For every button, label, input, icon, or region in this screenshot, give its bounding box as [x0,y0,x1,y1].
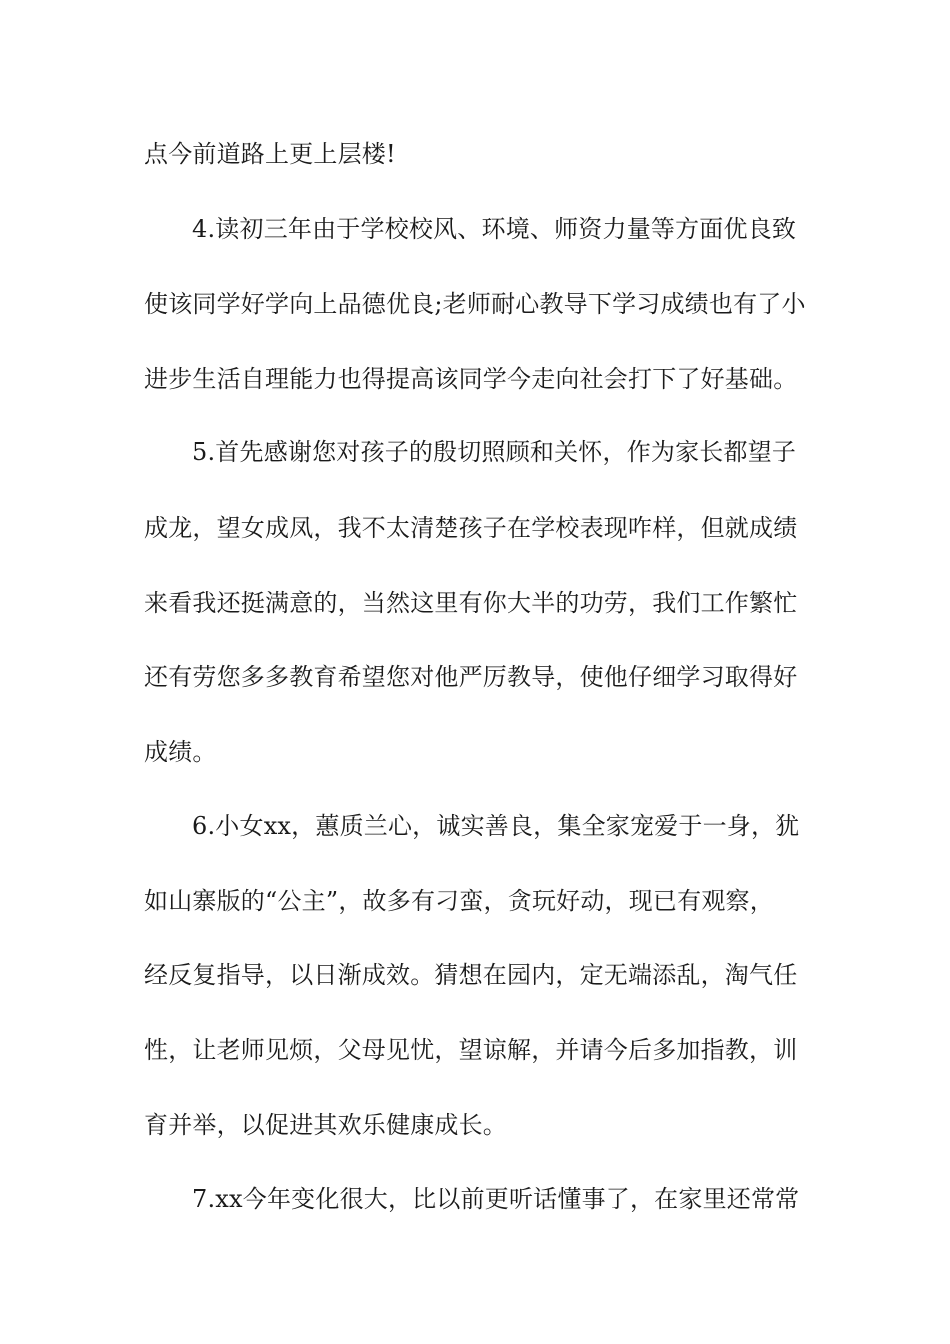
text-line-8: 还有劳您多多教育希望您对他严厉教导，使他仔细学习取得好 [144,663,798,691]
text-line-11: 如山寨版的“公主”，故多有刁蛮，贪玩好动，现已有观察， [144,887,774,915]
text-line-13: 性，让老师见烦，父母见忧，望谅解，并请今后多加指教，训 [144,1036,798,1064]
text-line-15: 7.xx今年变化很大，比以前更听话懂事了，在家里还常常 [192,1185,800,1213]
text-line-6: 成龙，望女成凤，我不太清楚孩子在学校表现咋样，但就成绩 [144,514,798,542]
text-line-3: 使该同学好学向上品德优良;老师耐心教导下学习成绩也有了小 [144,290,806,318]
text-line-7: 来看我还挺满意的，当然这里有你大半的功劳，我们工作繁忙 [144,589,798,617]
text-line-14: 育并举，以促进其欢乐健康成长。 [144,1111,507,1139]
text-line-12: 经反复指导，以日渐成效。猜想在园内，定无端添乱，淘气任 [144,961,798,989]
text-line-4: 进步生活自理能力也得提高该同学今走向社会打下了好基础。 [144,365,798,393]
text-line-10: 6.小女xx，蕙质兰心，诚实善良，集全家宠爱于一身，犹 [192,812,800,840]
text-line-5: 5.首先感谢您对孩子的殷切照顾和关怀，作为家长都望子 [192,438,797,466]
text-line-9: 成绩。 [144,738,217,766]
text-line-1: 点今前道路上更上层楼! [144,140,396,168]
text-line-2: 4.读初三年由于学校校风、环境、师资力量等方面优良致 [192,215,797,243]
